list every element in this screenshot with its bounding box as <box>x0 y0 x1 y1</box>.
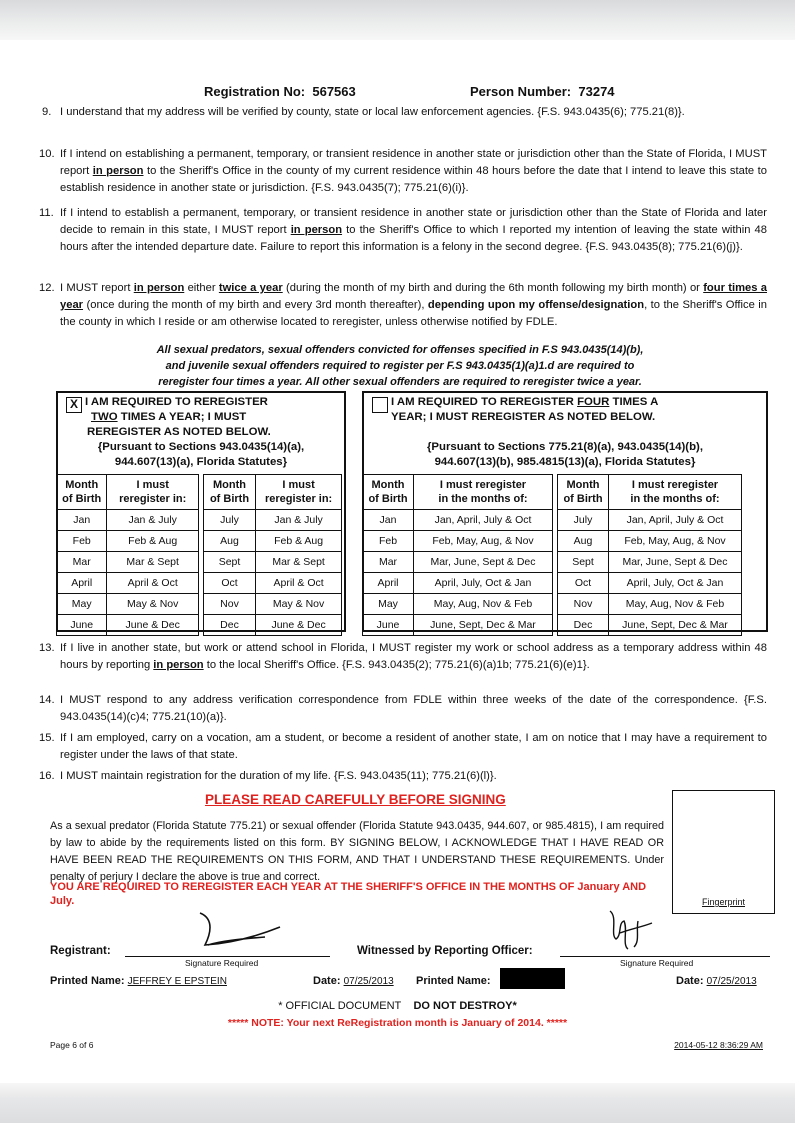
item-16: 16. I MUST maintain registration for the duration of my life. {F.S. 943.0435(11); 775.21(6)(l)}. <box>39 770 497 782</box>
reregister-months-cell: May, Aug, Nov & Feb <box>414 594 553 615</box>
reregister-months-cell: April, July, Oct & Jan <box>414 573 553 594</box>
birth-month-cell: Oct <box>203 573 255 594</box>
registrant-signature <box>180 905 290 955</box>
item-9: 9. I understand that my address will be verified by county, state or local law enforcement agencies. {F.S. 943.0435(6); 775.21(8)}. <box>42 106 685 118</box>
witness-signature-required: Signature Required <box>620 958 694 968</box>
birth-month-cell: April <box>57 573 107 594</box>
registrant-label: Registrant: <box>50 945 111 957</box>
birth-month-cell: Sept <box>558 552 609 573</box>
reregister-months-warning: YOU ARE REQUIRED TO REREGISTER EACH YEAR AT THE SHERIFF'S OFFICE IN THE MONTHS OF January AND July. <box>50 881 647 907</box>
reregister-months-cell: April & Oct <box>107 573 199 594</box>
birth-month-cell: Sept <box>203 552 255 573</box>
birth-month-cell: May <box>363 594 414 615</box>
four-times-a-year-box <box>362 391 768 632</box>
birth-month-cell: Feb <box>57 531 107 552</box>
birth-month-cell: Aug <box>558 531 609 552</box>
fingerprint-box <box>672 790 775 914</box>
col-header-month: Month of Birth <box>203 475 255 510</box>
reregister-months-cell: April & Oct <box>256 573 342 594</box>
registrant-date: Date: 07/25/2013 <box>313 975 394 987</box>
table-row <box>363 510 742 531</box>
reregister-months-cell: May & Nov <box>107 594 199 615</box>
officer-printed-name: Printed Name: <box>416 975 491 987</box>
twice-a-year-schedule <box>56 474 342 636</box>
reregister-months-cell: Mar, June, Sept & Dec <box>414 552 553 573</box>
birth-month-cell: June <box>57 615 107 636</box>
reregister-months-cell: April, July, Oct & Jan <box>609 573 742 594</box>
reregister-months-cell: May & Nov <box>256 594 342 615</box>
redaction-bar <box>500 968 565 989</box>
reregister-months-cell: June, Sept, Dec & Mar <box>414 615 553 636</box>
reregister-months-cell: June, Sept, Dec & Mar <box>609 615 742 636</box>
birth-month-cell: Dec <box>203 615 255 636</box>
reregister-months-cell: Jan & July <box>256 510 342 531</box>
witness-label: Witnessed by Reporting Officer: <box>357 945 533 957</box>
table-row <box>363 531 742 552</box>
four-times-a-year-heading: I AM REQUIRED TO REREGISTER FOUR TIMES A YEAR; I MUST REREGISTER AS NOTED BELOW. {Pursuant to Sections 775.21(8)(a), 943.0435(14)(b), 944.607(13)(b), 985.4815(13)(a), Florida Statutes} <box>364 393 766 476</box>
birth-month-cell: Nov <box>203 594 255 615</box>
registrant-signature-required: Signature Required <box>185 958 259 968</box>
col-header-must: I must reregister in the months of: <box>414 475 553 510</box>
official-document-line: * OFFICIAL DOCUMENT DO NOT DESTROY* <box>278 1000 517 1012</box>
four-times-a-year-checkbox[interactable] <box>372 397 388 413</box>
print-timestamp: 2014-05-12 8:36:29 AM <box>674 1040 763 1050</box>
reregister-months-cell: Mar & Sept <box>107 552 199 573</box>
col-header-must: I must reregister in: <box>256 475 342 510</box>
birth-month-cell: May <box>57 594 107 615</box>
reregister-months-cell: Jan & July <box>107 510 199 531</box>
registrant-signature-line <box>125 956 330 957</box>
table-row <box>363 615 742 636</box>
reregister-months-cell: June & Dec <box>107 615 199 636</box>
reregister-months-cell: Feb, May, Aug, & Nov <box>609 531 742 552</box>
table-row <box>57 573 342 594</box>
birth-month-cell: Jan <box>57 510 107 531</box>
item-11: 11. If I intend to establish a permanent, temporary, or transient residence in another state or jurisdiction other than the State of Florida and later decide to remain in this state, I MUST report in person to the Sheriff's Office to which I reported my intention of leaving the state within 48 hours after the intended departure date. Failure to report this information is a felony in the second degree. {F.S. 943.0435(8); 775.21(6)(j)}. <box>39 207 767 253</box>
witness-signature-line <box>560 956 770 957</box>
four-times-a-year-schedule <box>362 474 742 636</box>
read-carefully-heading: PLEASE READ CAREFULLY BEFORE SIGNING <box>205 792 506 807</box>
registration-number: Registration No: 567563 <box>204 84 356 99</box>
twice-a-year-box <box>56 391 346 632</box>
officer-signature <box>598 905 658 953</box>
birth-month-cell: Mar <box>363 552 414 573</box>
registrant-printed-name: Printed Name: JEFFREY E EPSTEIN <box>50 975 227 987</box>
birth-month-cell: Mar <box>57 552 107 573</box>
col-header-must: I must reregister in the months of: <box>609 475 742 510</box>
birth-month-cell: Dec <box>558 615 609 636</box>
next-reregistration-note: ***** NOTE: Your next ReRegistration month is January of 2014. ***** <box>227 1017 568 1029</box>
reregister-months-cell: June & Dec <box>256 615 342 636</box>
twice-a-year-heading: X I AM REQUIRED TO REREGISTER TWO TIMES A YEAR; I MUST REREGISTER AS NOTED BELOW. {Pursuant to Sections 943.0435(14)(a), 944.607(13)(a), Florida Statutes} <box>58 393 344 476</box>
birth-month-cell: July <box>558 510 609 531</box>
birth-month-cell: June <box>363 615 414 636</box>
birth-month-cell: April <box>363 573 414 594</box>
item-13: 13. If I live in another state, but work or attend school in Florida, I MUST register my work or school address as a temporary address within 48 hours by reporting in person to the local Sheriff's Office. {F.S. 943.0435(2); 775.21(6)(a)1b; 775.21(6)(e)1}. <box>39 642 767 671</box>
table-row <box>57 594 342 615</box>
reregistration-notice: All sexual predators, sexual offenders convicted for offenses specified in F.S 943.0435(14)(b), and juvenile sexual offenders required to register per F.S 943.0435(1)(a)1.d are required to reregister four times a year. All other sexual offenders are required to reregister twice a year. <box>156 344 644 388</box>
item-14: 14. I MUST respond to any address verification correspondence from FDLE within three weeks of the date of the correspondence. {F.S. 943.0435(14)(c)4; 775.21(10)(a)}. <box>39 694 767 723</box>
item-15: 15. If I am employed, carry on a vocation, am a student, or become a resident of another state, I am on notice that I may have a requirement to register under the laws of that state. <box>39 732 767 761</box>
birth-month-cell: Feb <box>363 531 414 552</box>
reregister-months-cell: Mar, June, Sept & Dec <box>609 552 742 573</box>
reregister-months-cell: Feb & Aug <box>256 531 342 552</box>
fingerprint-label: Fingerprint <box>701 897 746 907</box>
reregister-months-cell: Feb, May, Aug, & Nov <box>414 531 553 552</box>
reregister-months-cell: Feb & Aug <box>107 531 199 552</box>
birth-month-cell: Oct <box>558 573 609 594</box>
item-10: 10. If I intend on establishing a permanent, temporary, or transient residence in another state or jurisdiction other than the State of Florida, I MUST report in person to the Sheriff's Office in the county of my current residence within 48 hours before the date that I intend to leave this state to establish residence in another state or jurisdiction. {F.S. 943.0435(7); 775.21(6)(i)}. <box>39 148 767 194</box>
col-header-must: I must reregister in: <box>107 475 199 510</box>
page-number: Page 6 of 6 <box>50 1040 94 1050</box>
birth-month-cell: Nov <box>558 594 609 615</box>
table-row <box>363 552 742 573</box>
table-row <box>57 510 342 531</box>
col-header-month: Month of Birth <box>57 475 107 510</box>
birth-month-cell: July <box>203 510 255 531</box>
reregister-months-cell: May, Aug, Nov & Feb <box>609 594 742 615</box>
table-row <box>363 573 742 594</box>
officer-date: Date: 07/25/2013 <box>676 975 757 987</box>
col-header-month: Month of Birth <box>363 475 414 510</box>
table-row <box>57 615 342 636</box>
table-row <box>363 594 742 615</box>
col-header-month: Month of Birth <box>558 475 609 510</box>
person-number: Person Number: 73274 <box>470 84 615 99</box>
table-row <box>57 552 342 573</box>
twice-a-year-checkbox[interactable]: X <box>66 397 82 413</box>
reregister-months-cell: Jan, April, July & Oct <box>414 510 553 531</box>
item-12: 12. I MUST report in person either twice a year (during the month of my birth and during the 6th month following my birth month) or four times a year (once during the month of my birth and every 3rd month thereafter), depending upon my offense/designation, to the Sheriff's Office in the county in which I reside or am otherwise located to reregister, unless otherwise notified by FDLE. <box>39 282 767 328</box>
reregister-months-cell: Jan, April, July & Oct <box>609 510 742 531</box>
birth-month-cell: Jan <box>363 510 414 531</box>
acknowledgement-text: As a sexual predator (Florida Statute 775.21) or sexual offender (Florida Statute 943.0435, 944.607, or 985.4815), I am required by law to abide by the requirements listed on this form. BY SIGNING BELOW, I ACKNOWLEDGE THAT I HAVE READ OR HAVE BEEN READ THE REQUIREMENTS ON THIS FORM, AND THAT I UNDERSTAND THESE REQUIREMENTS. Under penalty of perjury I declare the above is true and correct. <box>50 820 664 883</box>
reregister-months-cell: Mar & Sept <box>256 552 342 573</box>
table-row <box>57 531 342 552</box>
birth-month-cell: Aug <box>203 531 255 552</box>
